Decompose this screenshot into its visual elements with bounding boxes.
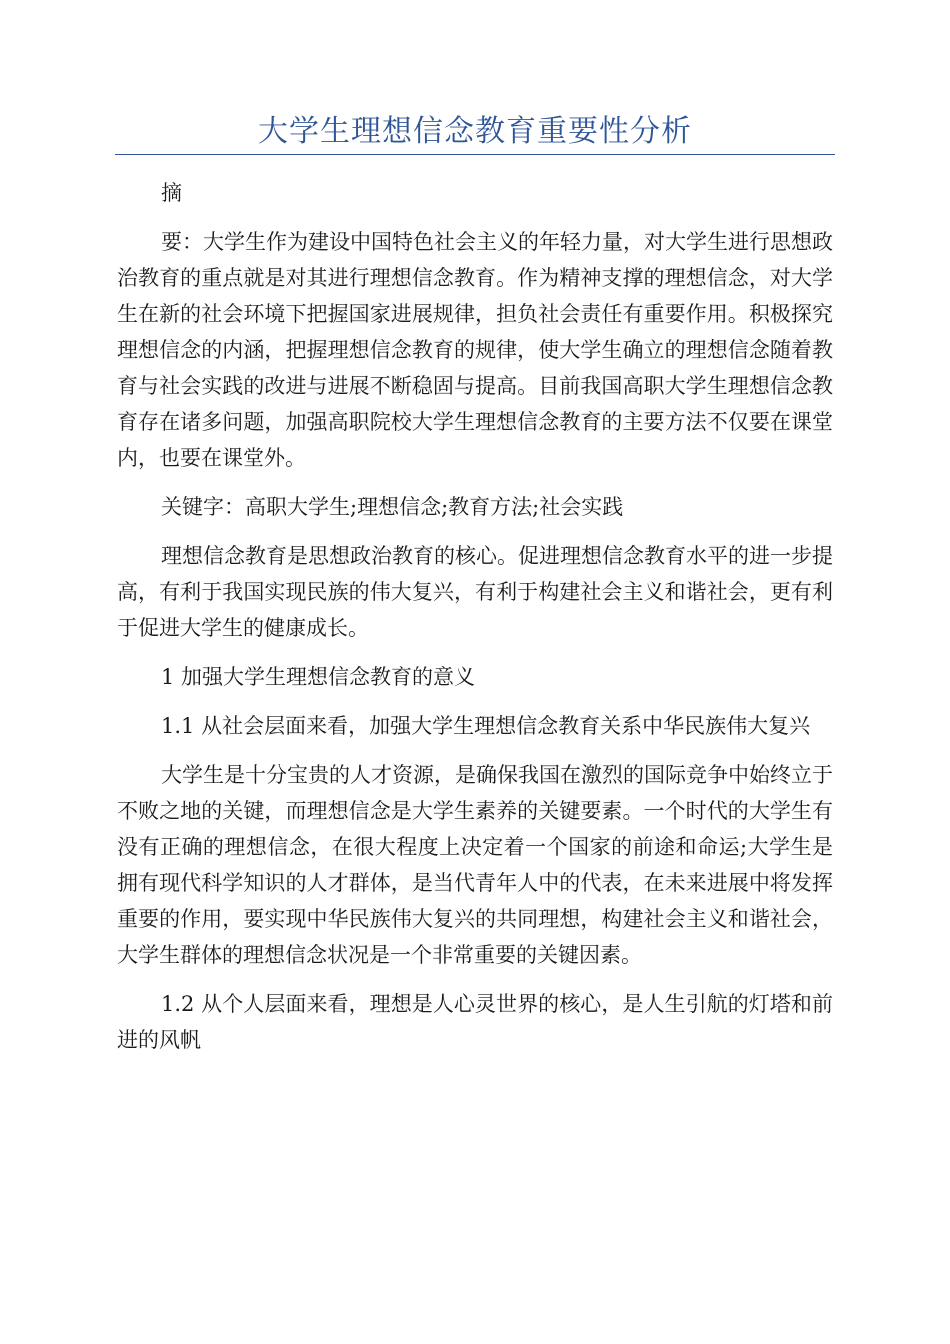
subsection-heading-1-1: 1.1 从社会层面来看，加强大学生理想信念教育关系中华民族伟大复兴 <box>161 714 811 738</box>
keywords-line: 关键字：高职大学生;理想信念;教育方法;社会实践 <box>161 495 624 519</box>
document-body <box>117 175 833 1071</box>
document-title: 大学生理想信念教育重要性分析 <box>258 114 692 149</box>
section-heading-1: 1 加强大学生理想信念教育的意义 <box>161 665 476 689</box>
intro-paragraph: 理想信念教育是思想政治教育的核心。促进理想信念教育水平的进一步提高，有利于我国实现民族的伟大复兴，有利于构建社会主义和谐社会，更有利于促进大学生的健康成长。 <box>117 544 833 640</box>
abstract-heading: 摘 <box>161 181 182 205</box>
body-paragraph: 大学生是十分宝贵的人才资源，是确保我国在激烈的国际竞争中始终立于不败之地的关键，而理想信念是大学生素养的关键要素。一个时代的大学生有没有正确的理想信念，在很大程度上决定着一个国家的前途和命运;大学生是拥有现代科学知识的人才群体，是当代青年人中的代表，在未来进展中将发挥重要的作用，要实现中华民族伟大复兴的共同理想，构建社会主义和谐社会，大学生群体的理想信念状况是一个非常重要的关键因素。 <box>117 763 833 967</box>
subsection-heading-1-2: 1.2 从个人层面来看，理想是人心灵世界的核心，是人生引航的灯塔和前进的风帆 <box>117 992 833 1052</box>
abstract-paragraph: 要：大学生作为建设中国特色社会主义的年轻力量，对大学生进行思想政治教育的重点就是对其进行理想信念教育。作为精神支撑的理想信念，对大学生在新的社会环境下把握国家进展规律，担负社会责任有重要作用。积极探究理想信念的内涵，把握理想信念教育的规律，使大学生确立的理想信念随着教育与社会实践的改进与进展不断稳固与提高。目前我国高职大学生理想信念教育存在诸多问题，加强高职院校大学生理想信念教育的主要方法不仅要在课堂内，也要在课堂外。 <box>117 230 833 470</box>
title-underline <box>115 154 835 155</box>
